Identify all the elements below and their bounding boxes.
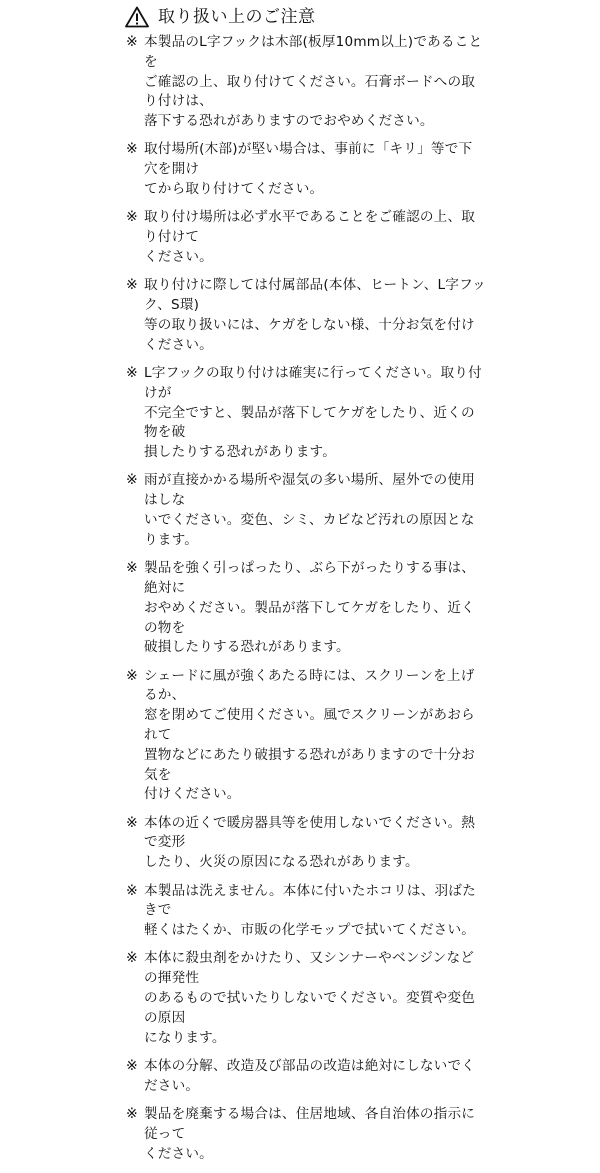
caution-line: 本製品は洗えません。本体に付いたホコリは、羽ばたきで <box>144 882 476 919</box>
caution-line: 雨が直接かかる場所や湿気の多い場所、屋外での使用はしな <box>144 472 476 509</box>
caution-item <box>126 33 486 132</box>
caution-text <box>144 814 486 873</box>
caution-line: 本体の近くで暖房器具等を使用しないでください。熱で変形 <box>144 814 476 851</box>
caution-line: L字フックの取り付けは確実に行ってください。取り付けが <box>144 364 482 401</box>
reference-mark: ※ <box>126 1106 138 1123</box>
reference-mark: ※ <box>126 560 138 577</box>
caution-item <box>126 1105 486 1164</box>
caution-text <box>144 140 486 199</box>
caution-line: 本体に殺虫剤をかけたり、又シンナーやベンジンなどの揮発性 <box>144 950 475 987</box>
caution-line: のあるもので拭いたりしないでください。変質や変色の原因 <box>144 990 476 1026</box>
caution-text <box>144 559 486 658</box>
notice-header <box>125 4 316 30</box>
caution-line: 製品を廃棄する場合は、住居地域、各自治体の指示に従って <box>144 1106 476 1142</box>
caution-text <box>144 208 486 267</box>
caution-line: いでください。変色、シミ、カビなど汚れの原因となります。 <box>144 512 475 548</box>
caution-line: ください。 <box>144 1145 213 1162</box>
caution-line: ください。 <box>144 248 213 265</box>
caution-item <box>126 208 486 267</box>
caution-line: 本体の分解、改造及び部品の改造は絶対にしないでください。 <box>144 1057 476 1094</box>
caution-line: シェードに風が強くあたる時には、スクリーンを上げるか、 <box>144 667 475 704</box>
caution-text <box>144 276 486 355</box>
caution-line: 置物などにあたり破損する恐れがありますので十分お気を <box>144 746 476 783</box>
caution-item <box>126 559 486 658</box>
reference-mark: ※ <box>126 950 138 967</box>
caution-item <box>126 667 486 806</box>
reference-mark: ※ <box>126 34 138 50</box>
caution-text <box>144 667 486 806</box>
caution-text <box>144 364 486 463</box>
caution-line: 取り付け場所は必ず水平であることをご確認の上、取り付けて <box>144 209 476 246</box>
caution-text <box>144 882 486 941</box>
caution-line: 付けください。 <box>144 786 241 803</box>
reference-mark: ※ <box>126 814 138 831</box>
caution-text <box>144 1105 486 1164</box>
warning-triangle-icon <box>125 6 149 28</box>
caution-line: 等の取り扱いには、ケガをしない様、十分お気を付けください。 <box>144 316 475 353</box>
caution-item <box>126 814 486 873</box>
caution-item <box>126 1057 486 1097</box>
caution-text <box>144 33 486 132</box>
caution-item <box>126 276 486 355</box>
caution-text <box>144 949 486 1048</box>
caution-item <box>126 471 486 550</box>
caution-line: 取付場所(木部)が堅い場合は、事前に「キリ」等で下穴を開け <box>144 141 473 178</box>
caution-line: 落下する恐れがありますのでおやめください。 <box>144 113 434 130</box>
caution-line: 軽くはたくか、市販の化学モップで拭いてください。 <box>144 922 476 939</box>
caution-line: になります。 <box>144 1029 226 1046</box>
caution-line: てから取り付けてください。 <box>144 181 324 198</box>
reference-mark: ※ <box>126 667 138 684</box>
caution-text <box>144 1057 486 1097</box>
caution-line: ご確認の上、取り付けてください。石膏ボードへの取り付けは、 <box>144 73 476 110</box>
caution-item <box>126 140 486 199</box>
caution-line: おやめください。製品が落下してケガをしたり、近くの物を <box>144 599 475 636</box>
caution-line: 損したりする恐れがあります。 <box>144 444 337 461</box>
caution-item <box>126 364 486 463</box>
caution-line: 不完全ですと、製品が落下してケガをしたり、近くの物を破 <box>144 404 475 441</box>
reference-mark: ※ <box>126 141 138 158</box>
reference-mark: ※ <box>126 209 138 226</box>
caution-text <box>144 471 486 550</box>
caution-line: 窓を閉めてご使用ください。風でスクリーンがあおられて <box>144 707 475 743</box>
caution-list <box>126 33 486 1173</box>
caution-item <box>126 949 486 1048</box>
caution-line: 本製品のL字フックは木部(板厚10mm以上)であることを <box>144 34 483 70</box>
caution-item <box>126 882 486 941</box>
reference-mark: ※ <box>126 277 138 294</box>
reference-mark: ※ <box>126 364 138 381</box>
caution-line: したり、火災の原因になる恐れがあります。 <box>144 854 419 871</box>
reference-mark: ※ <box>126 1057 138 1074</box>
reference-mark: ※ <box>126 472 138 489</box>
caution-line: 製品を強く引っぱったり、ぶら下がったりする事は、絶対に <box>144 560 476 596</box>
reference-mark: ※ <box>126 882 138 899</box>
caution-line: 破損したりする恐れがあります。 <box>144 639 350 656</box>
notice-title: 取り扱い上のご注意 <box>158 7 316 27</box>
caution-line: 取り付けに際しては付属部品(本体、ヒートン、L字フック、S環) <box>144 277 486 314</box>
